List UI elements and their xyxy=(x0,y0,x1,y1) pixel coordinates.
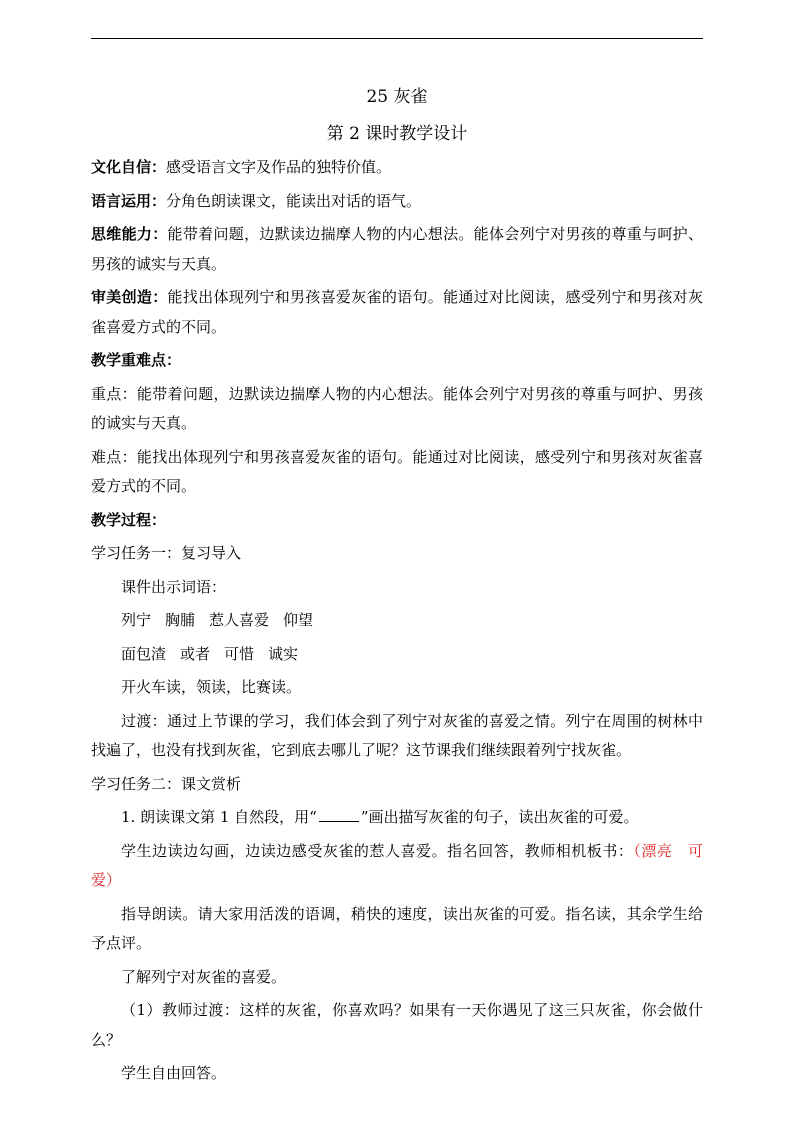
goal-text: 能带着问题，边默读边揣摩人物的内心想法。能体会列宁对男孩的尊重与呵护、男孩的诚实与天真。 xyxy=(91,225,703,273)
step1-text-before: 1. 朗读课文第 1 自然段，用“ xyxy=(121,808,317,826)
answer-text: 学生边读边勾画，边读边感受灰雀的惹人喜爱。指名回答，教师相机板书： xyxy=(121,841,634,860)
goal-label: 思维能力： xyxy=(91,225,168,243)
task1-transition: 过渡：通过上节课的学习，我们体会到了列宁对灰雀的喜爱之情。列宁在周围的树林中找遍了，也没有找到灰雀，它到底去哪儿了呢？这节课我们继续跟着列宁找灰雀。 xyxy=(91,711,703,759)
goal-text: 能找出体现列宁和男孩喜爱灰雀的语句。能通过对比阅读，感受列宁和男孩对灰雀喜爱方式的不同。 xyxy=(91,288,703,336)
vocab-word: 胸脯 xyxy=(165,611,196,629)
vocab-word: 面包渣 xyxy=(121,644,167,663)
vocab-word: 诚实 xyxy=(268,644,299,663)
task1-intro: 课件出示词语： xyxy=(121,577,227,596)
task1-reading: 开火车读，领读，比赛读。 xyxy=(121,678,302,696)
vocab-word: 仰望 xyxy=(283,611,314,629)
goal-aesthetic xyxy=(91,283,703,342)
vocab-word: 惹人喜爱 xyxy=(209,611,270,629)
goal-label: 审美创造： xyxy=(91,288,168,306)
goal-label: 文化自信： xyxy=(91,158,167,176)
goal-label: 语言运用： xyxy=(91,191,167,210)
document-body xyxy=(91,80,703,1093)
goal-text: 感受语言文字及作品的独特价值。 xyxy=(166,158,392,176)
task2-understand: 了解列宁对灰雀的喜爱。 xyxy=(121,967,287,986)
task2-title: 学习任务二：课文赏析 xyxy=(91,774,242,793)
underline-blank xyxy=(319,807,359,822)
task2-guide: 指导朗读。请大家用活泼的语调，稍快的速度，读出灰雀的可爱。指名读，其余学生给予点评。 xyxy=(91,904,703,952)
goal-thinking xyxy=(91,220,703,279)
difficult-point: 难点：能找出体现列宁和男孩喜爱灰雀的语句。能通过对比阅读，感受列宁和男孩对灰雀喜爱方式的不同。 xyxy=(91,447,703,495)
word-row-1 xyxy=(91,606,703,636)
process-heading: 教学过程： xyxy=(91,510,167,529)
task2-question-1: （1）教师过渡：这样的灰雀，你喜欢吗？如果有一天你遇见了这三只灰雀，你会做什么？ xyxy=(91,1001,703,1049)
goal-language xyxy=(91,187,703,217)
goal-text: 分角色朗读课文，能读出对话的语气。 xyxy=(166,191,422,210)
vocab-word: 列宁 xyxy=(121,611,152,629)
header-rule xyxy=(91,38,703,39)
vocab-word: 可惜 xyxy=(224,644,255,663)
step1-text-after: ”画出描写灰雀的句子，读出灰雀的可爱。 xyxy=(360,808,639,826)
document-subtitle: 第 2 课时教学设计 xyxy=(326,124,468,144)
task2-step1 xyxy=(91,803,703,833)
key-point: 重点：能带着问题，边默读边揣摩人物的内心想法。能体会列宁对男孩的尊重与呵护、男孩的诚实与天真。 xyxy=(91,384,703,432)
document-title: 25 灰雀 xyxy=(366,87,428,107)
task1-title: 学习任务一：复习导入 xyxy=(91,544,242,562)
task2-answer xyxy=(91,837,703,896)
task2-free-answer: 学生自由回答。 xyxy=(121,1064,227,1082)
word-row-2 xyxy=(91,640,703,670)
vocab-word: 或者 xyxy=(180,644,211,663)
key-difficult-heading: 教学重难点： xyxy=(91,351,182,369)
goal-culture xyxy=(91,153,703,183)
board-writing: （漂亮 可爱） xyxy=(91,841,703,889)
